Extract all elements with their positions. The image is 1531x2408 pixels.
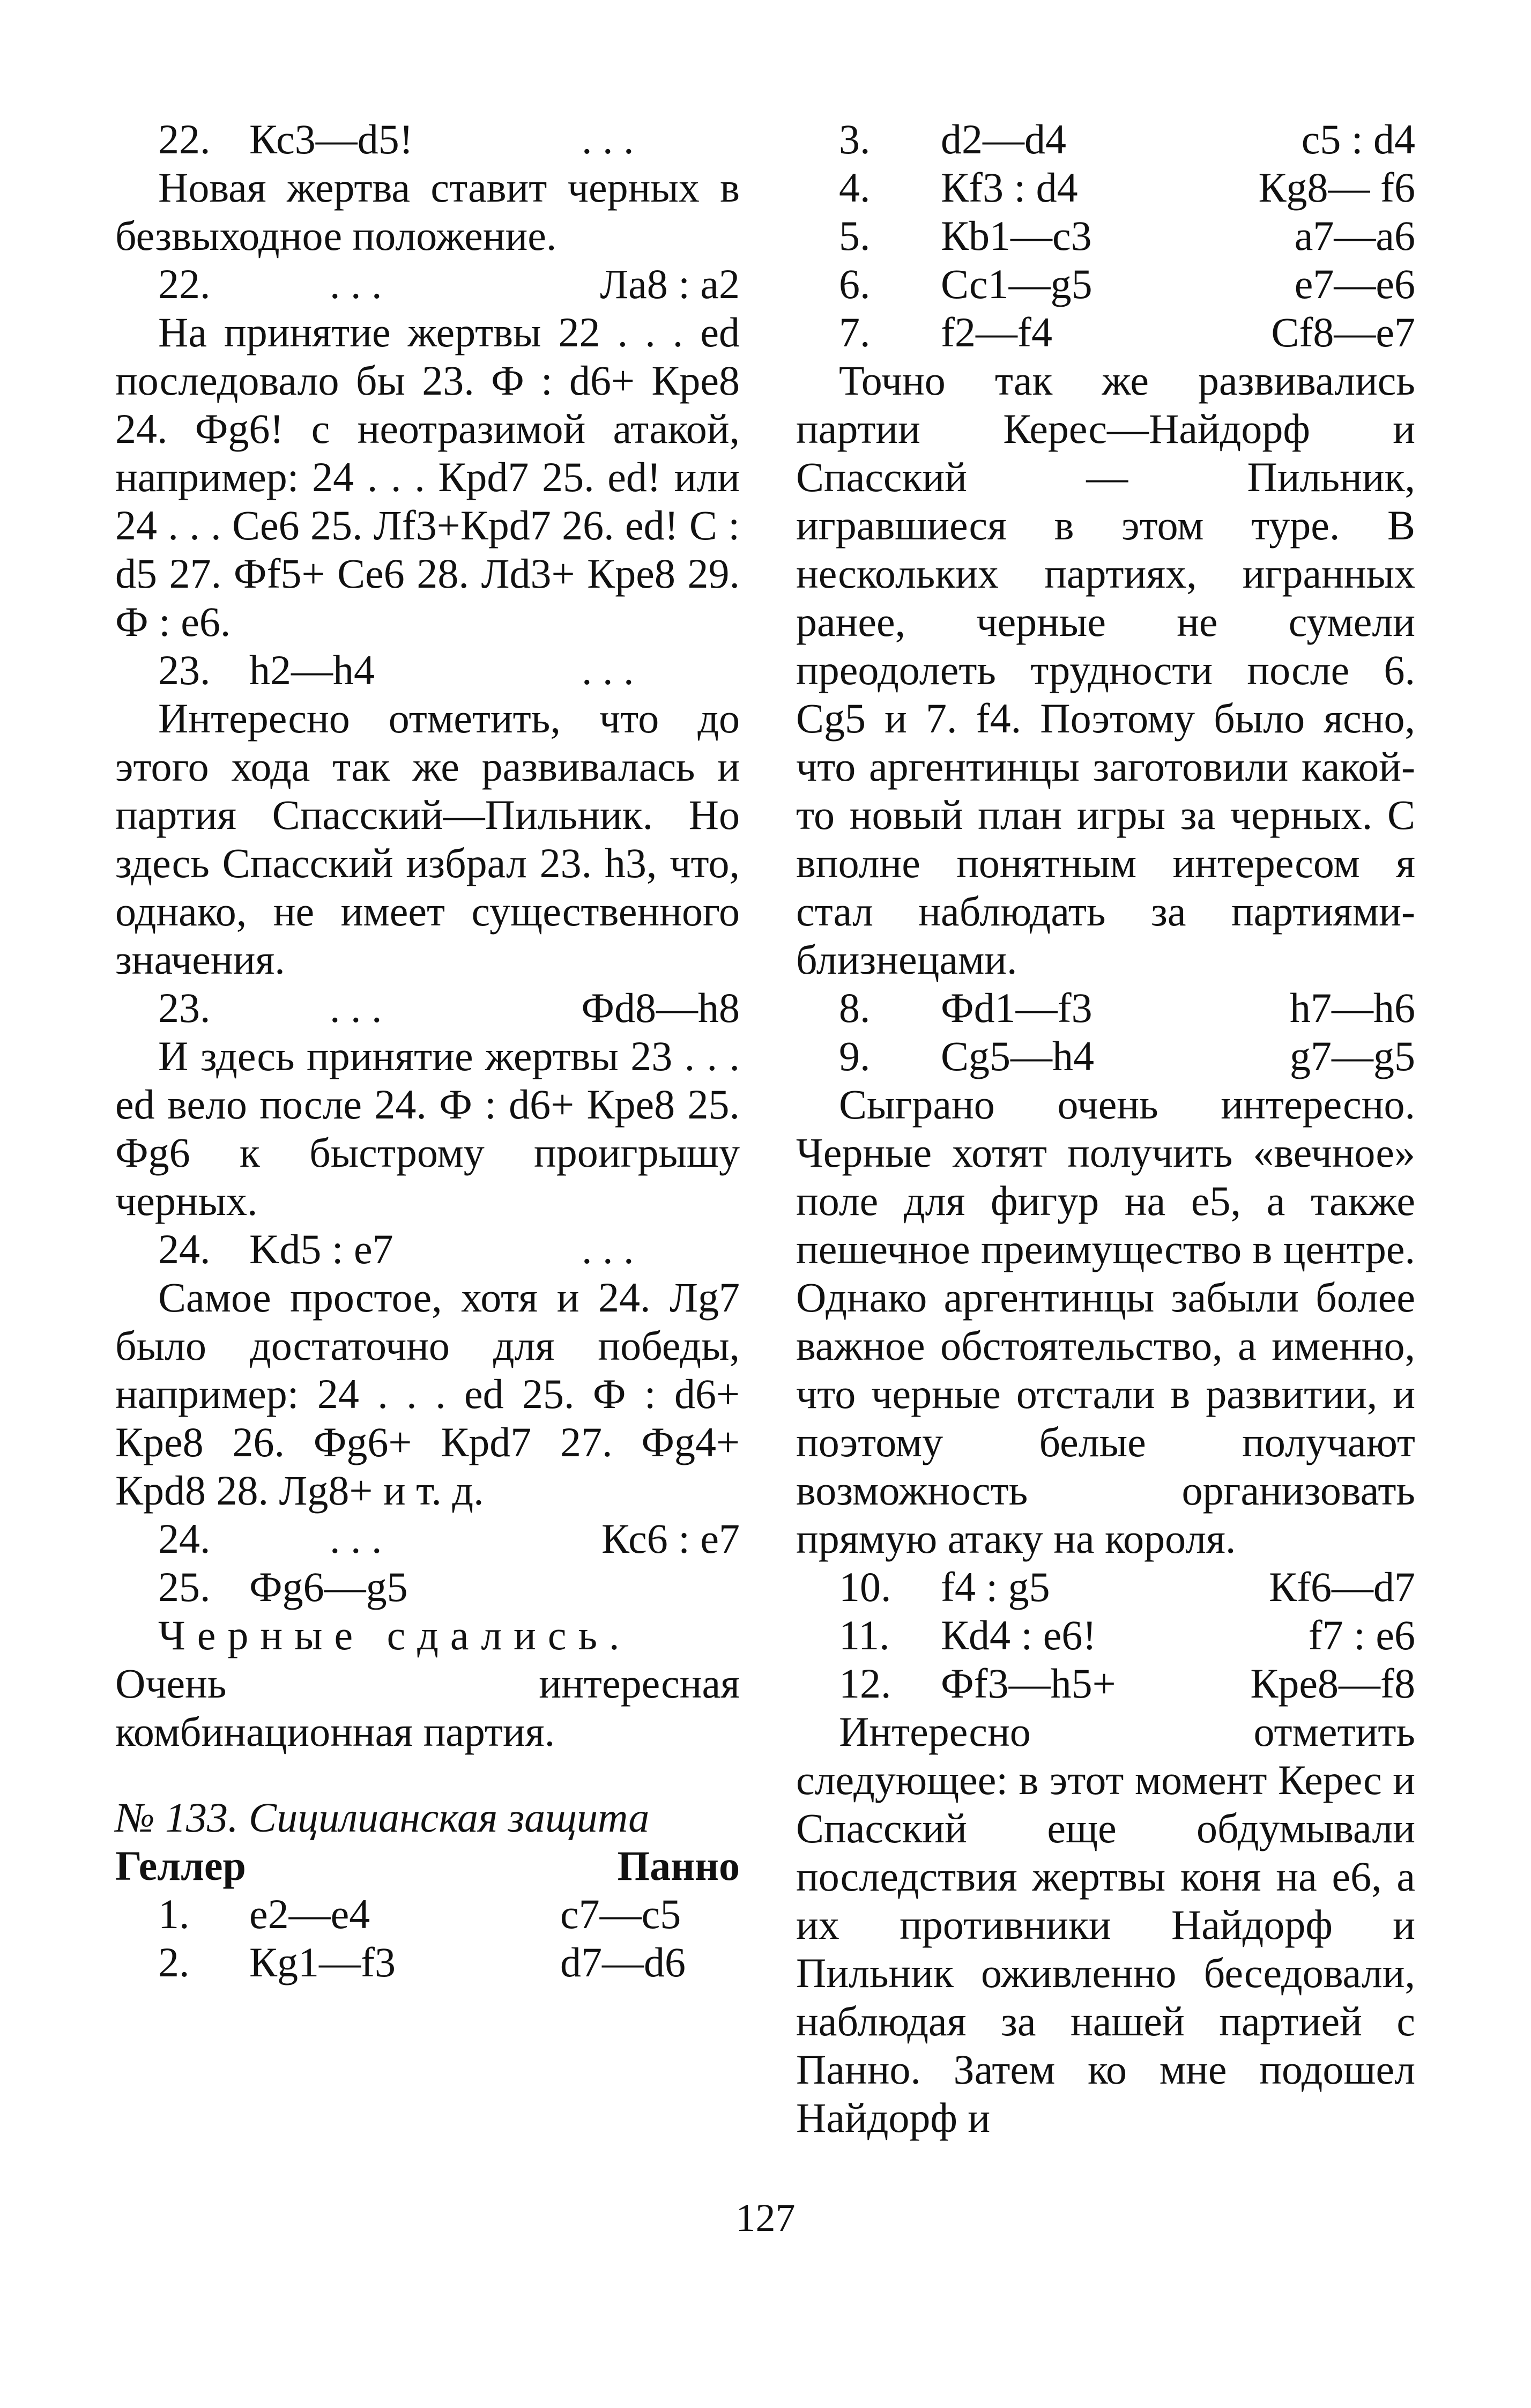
white-move: Кс3—d5!: [249, 116, 413, 162]
white-player: Геллер: [115, 1842, 246, 1889]
annotation-paragraph: На принятие жертвы 22 . . . ed последовало бы 23. Ф : d6+ Крe8 24. Фg6! с неотразимой атакой, например: 24 . . . Крd7 25. ed! или 24 . . . Ce6 25. Лf3+Крd7 26. ed! C : d5 27. Фf5+ Ce6 28. Лd3+ Кре8 29. Ф : е6.: [115, 309, 740, 645]
move-row-7: [796, 308, 1415, 357]
annotation-paragraph: Интересно отметить следующее: в этот момент Керес и Спасский еще обдумывали последствия жертвы коня на е6, а их противники Найдорф и Пильник оживленно беседовали, наблюдая за нашей партией с Панно. Затем ко мне подошел Найдорф и: [796, 1708, 1415, 2141]
black-move: d7—d6: [560, 1939, 686, 1985]
game-title: № 133. Сицилианская защита: [115, 1794, 650, 1841]
move-row-9: [796, 1032, 1415, 1080]
move-number: 11.: [839, 1612, 890, 1658]
annotation-paragraph: Точно так же развивались партии Керес—Найдорф и Спасский — Пильник, игравшиеся в этом туре. В нескольких партиях, игранных ранее, черные не сумели преодолеть трудности после 6. Cg5 и 7. f4. Поэтому было ясно, что аргентинцы заготовили какой-то новый план игры за черных. С вполне понятным интересом я стал наблюдать за партиями-близнецами.: [796, 357, 1415, 983]
white-move: е2—е4: [249, 1891, 370, 1937]
move-number: 2.: [158, 1939, 190, 1985]
move-number: 22.: [158, 116, 211, 162]
move-row-24-black: [115, 1515, 740, 1563]
move-row-1: [115, 1890, 740, 1938]
players-header: [115, 1842, 740, 1890]
result-text: Черные сдались.: [158, 1612, 631, 1658]
move-row-11: [796, 1611, 1415, 1659]
white-move: . . .: [330, 1515, 382, 1562]
black-move: е7—е6: [1294, 261, 1415, 307]
move-number: 4.: [839, 164, 871, 211]
move-row-23: [115, 646, 740, 694]
black-move: Сf8—е7: [1271, 309, 1415, 355]
move-number: 24.: [158, 1515, 211, 1562]
move-row-2: [115, 1938, 740, 1987]
move-number: 23.: [158, 647, 211, 693]
annotation-paragraph: Очень интересная комбинационная партия.: [115, 1660, 740, 1755]
move-number: 1.: [158, 1891, 190, 1937]
move-number: 7.: [839, 309, 871, 355]
move-row-8: [796, 984, 1415, 1032]
move-number: 24.: [158, 1226, 211, 1272]
move-number: 8.: [839, 984, 871, 1031]
white-move: . . .: [330, 984, 382, 1031]
white-move: Cg5—h4: [941, 1033, 1095, 1079]
move-row-22-black: [115, 260, 740, 308]
white-move: Кg1—f3: [249, 1939, 396, 1985]
black-move: . . .: [582, 1226, 634, 1272]
white-move: d2—d4: [941, 116, 1066, 162]
move-row-4: [796, 164, 1415, 212]
black-move: f7 : е6: [1308, 1612, 1415, 1658]
black-move: Кg8— f6: [1258, 164, 1415, 211]
white-move: Kd5 : e7: [249, 1226, 393, 1272]
black-move: а7—а6: [1294, 212, 1415, 259]
move-number: 6.: [839, 261, 871, 307]
left-column: [115, 115, 740, 1987]
annotation-paragraph: Интересно отметить, что до этого хода так же развивалась и партия Спасский—Пильник. Но здесь Спасский избрал 23. h3, что, однако, не имеет существенного значения.: [115, 695, 740, 983]
annotation-paragraph: Новая жертва ставит черных в безвыходное положение.: [115, 164, 740, 259]
black-move: . . .: [582, 647, 634, 693]
annotation-paragraph: Сыграно очень интересно. Черные хотят получить «вечное» поле для фигур на е5, а также пешечное преимущество в центре. Однако аргентинцы забыли более важное обстоятельство, а именно, что черные отстали в развитии, и поэтому белые получают возможность организовать прямую атаку на короля.: [796, 1081, 1415, 1562]
white-move: Кb1—c3: [941, 212, 1092, 259]
black-move: с5 : d4: [1301, 116, 1415, 162]
move-number: 22.: [158, 261, 211, 307]
black-move: Кf6—d7: [1269, 1564, 1415, 1610]
move-number: 10.: [839, 1564, 891, 1610]
white-move: h2—h4: [249, 647, 375, 693]
black-move: Кре8—f8: [1250, 1660, 1415, 1707]
move-number: 3.: [839, 116, 871, 162]
white-move: Фg6—g5: [249, 1564, 408, 1610]
move-number: 25.: [158, 1564, 211, 1610]
black-move: Фd8—h8: [581, 984, 740, 1031]
annotation-paragraph: И здесь принятие жертвы 23 . . . ed вело после 24. Ф : d6+ Кре8 25. Фg6 к быстрому проигрышу черных.: [115, 1033, 740, 1224]
move-row-25: [115, 1563, 740, 1611]
move-row-23-black: [115, 984, 740, 1032]
move-number: 12.: [839, 1660, 891, 1707]
white-move: Сс1—g5: [941, 261, 1092, 307]
move-number: 9.: [839, 1033, 871, 1079]
black-move: g7—g5: [1290, 1033, 1415, 1079]
black-move: Ла8 : а2: [600, 261, 740, 307]
white-move: f2—f4: [941, 309, 1052, 355]
annotation-paragraph: Самое простое, хотя и 24. Лg7 было достаточно для победы, например: 24 . . . ed 25. Ф : d6+ Кре8 26. Фg6+ Крd7 27. Фg4+ Крd8 28. Лg8+ и т. д.: [115, 1274, 740, 1514]
move-row-24: [115, 1225, 740, 1273]
right-column: [796, 115, 1415, 2142]
move-row-6: [796, 260, 1415, 308]
move-number: 5.: [839, 212, 871, 259]
move-row-12: [796, 1659, 1415, 1708]
black-move: Кс6 : е7: [601, 1515, 740, 1562]
white-move: . . .: [330, 261, 382, 307]
move-number: 23.: [158, 984, 211, 1031]
black-move: h7—h6: [1290, 984, 1415, 1031]
move-row-10: [796, 1563, 1415, 1611]
page-number: 127: [735, 2196, 796, 2240]
white-move: Фd1—f3: [941, 984, 1092, 1031]
white-move: f4 : g5: [941, 1564, 1050, 1610]
white-move: Кd4 : е6!: [941, 1612, 1097, 1658]
white-move: Фf3—h5+: [941, 1660, 1116, 1707]
black-player: Панно: [617, 1842, 740, 1889]
move-row-22: [115, 115, 740, 164]
move-row-5: [796, 212, 1415, 260]
black-move: . . .: [582, 116, 634, 162]
black-move: с7—с5: [560, 1891, 681, 1937]
move-row-3: [796, 115, 1415, 164]
white-move: Кf3 : d4: [941, 164, 1078, 211]
